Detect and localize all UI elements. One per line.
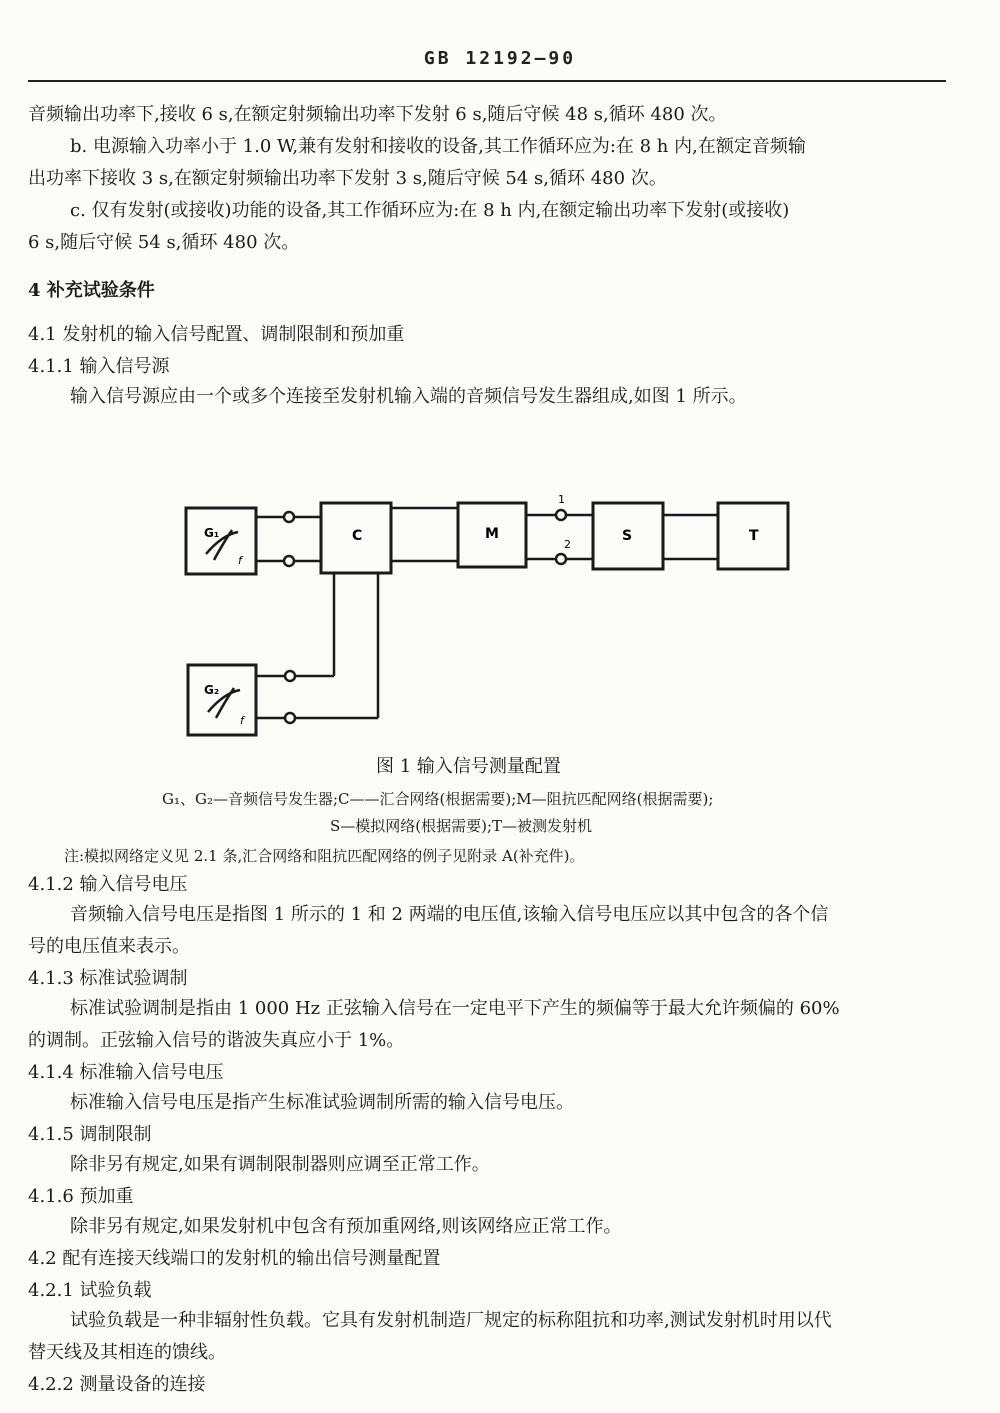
section-4-1-1-heading: 4.1.1 输入信号源	[28, 356, 170, 377]
figure-1-diagram	[0, 480, 1000, 750]
figure-note: 注:模拟网络定义见 2.1 条,汇合网络和阻抗匹配网络的例子见附录 A(补充件)。	[64, 847, 585, 865]
paragraph-continuation: 音频输出功率下,接收 6 s,在额定射频输出功率下发射 6 s,随后守候 48 s,循环 480 次。	[28, 104, 727, 125]
section-4-1-5-heading: 4.1.5 调制限制	[28, 1124, 152, 1145]
terminal-2-label: 2	[564, 538, 571, 551]
item-b-line1: b. 电源输入功率小于 1.0 W,兼有发射和接收的设备,其工作循环应为:在 8 h 内,在额定音频输	[70, 136, 806, 157]
figure-legend-line2: S—模拟网络(根据需要);T—被测发射机	[330, 817, 593, 835]
figure-legend-line1: G₁、G₂—音频信号发生器;C——汇合网络(根据需要);M—阻抗匹配网络(根据需要);	[162, 790, 714, 808]
s-label: S	[622, 528, 633, 544]
section-4-1-4-heading: 4.1.4 标准输入信号电压	[28, 1062, 224, 1083]
section-4-1-3-heading: 4.1.3 标准试验调制	[28, 968, 188, 989]
header-rule	[28, 80, 946, 82]
section-4-2-heading: 4.2 配有连接天线端口的发射机的输出信号测量配置	[28, 1248, 441, 1269]
item-c-line1: c. 仅有发射(或接收)功能的设备,其工作循环应为:在 8 h 内,在额定输出功率下发射(或接收)	[70, 200, 790, 221]
standard-code-header: GB 12192—90	[423, 48, 577, 69]
section-4-1-4-text: 标准输入信号电压是指产生标准试验调制所需的输入信号电压。	[70, 1092, 574, 1113]
section-4-1-6-heading: 4.1.6 预加重	[28, 1186, 134, 1207]
g2-f-label: f	[240, 714, 244, 727]
section-4-2-1-heading: 4.2.1 试验负载	[28, 1280, 152, 1301]
item-b-line2: 出功率下接收 3 s,在额定射频输出功率下发射 3 s,随后守候 54 s,循环 480 次。	[28, 168, 667, 189]
section-4-2-2-heading: 4.2.2 测量设备的连接	[28, 1374, 206, 1395]
m-label: M	[485, 526, 499, 542]
section-4-1-6-text: 除非另有规定,如果发射机中包含有预加重网络,则该网络应正常工作。	[70, 1216, 622, 1237]
section-4-2-1-text-1: 试验负载是一种非辐射性负载。它具有发射机制造厂规定的标称阻抗和功率,测试发射机时用以代	[70, 1310, 832, 1331]
g2-label: G₂	[204, 683, 220, 697]
section-4-1-3-text-1: 标准试验调制是指由 1 000 Hz 正弦输入信号在一定电平下产生的频偏等于最大允许频偏的 60%	[70, 998, 840, 1019]
t-label: T	[749, 528, 759, 544]
g1-label: G₁	[204, 526, 220, 540]
section-4-2-1-text-2: 替天线及其相连的馈线。	[28, 1342, 226, 1363]
section-4-heading: 4 补充试验条件	[28, 280, 155, 301]
section-4-1-2-text-1: 音频输入信号电压是指图 1 所示的 1 和 2 两端的电压值,该输入信号电压应以其中包含的各个信	[70, 904, 829, 925]
g1-f-label: f	[238, 554, 242, 567]
section-4-1-5-text: 除非另有规定,如果有调制限制器则应调至正常工作。	[70, 1154, 490, 1175]
section-4-1-3-text-2: 的调制。正弦输入信号的谐波失真应小于 1%。	[28, 1030, 405, 1051]
section-4-1-1-text: 输入信号源应由一个或多个连接至发射机输入端的音频信号发生器组成,如图 1 所示。	[70, 386, 747, 407]
c-label: C	[352, 528, 363, 544]
section-4-1-2-heading: 4.1.2 输入信号电压	[28, 874, 188, 895]
terminal-1-label: 1	[558, 493, 565, 506]
item-c-line2: 6 s,随后守候 54 s,循环 480 次。	[28, 232, 300, 253]
section-4-1-heading: 4.1 发射机的输入信号配置、调制限制和预加重	[28, 324, 405, 345]
figure-1-caption: 图 1 输入信号测量配置	[376, 756, 561, 777]
section-4-1-2-text-2: 号的电压值来表示。	[28, 936, 190, 957]
